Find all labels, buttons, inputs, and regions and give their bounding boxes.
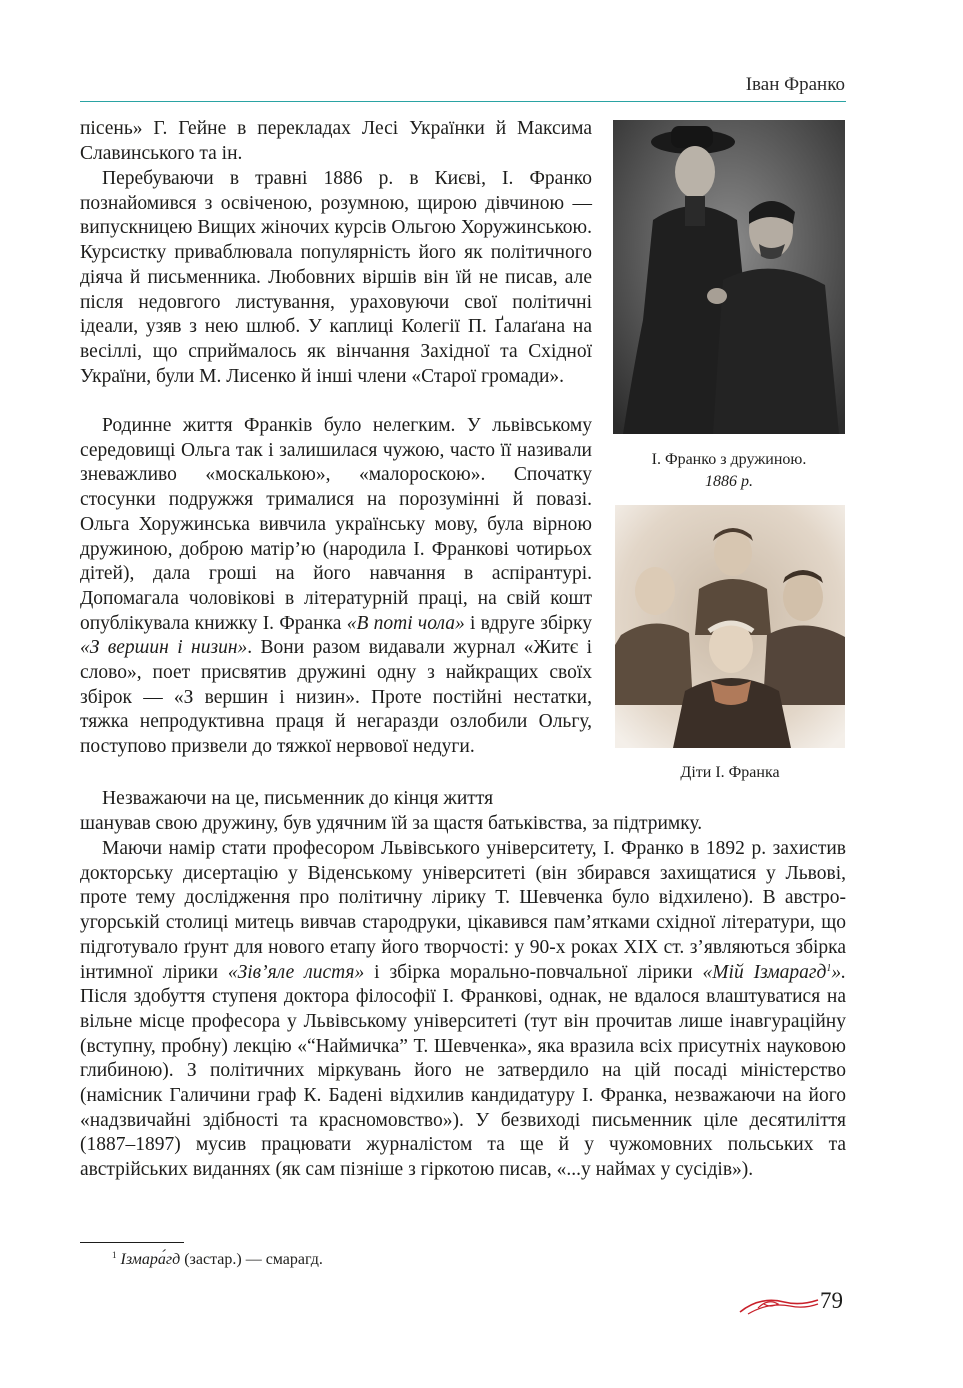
photo-1-caption-line-1: І. Франко з дружиною. bbox=[651, 451, 807, 468]
photo-franko-with-wife bbox=[613, 120, 845, 434]
paragraph-5-text-a: Маючи намір стати професором Львівського університету, І. Франко в 1892 р. захистив докторську дисертацію у Віденському університеті (він збирався захищатися у Львові, проте тему дослідження про політичну лірику Т. Шевченка було відхилено). В австро-угорській столиці митець вивчав стародруки, цікавився пам’ятками східної літератури, що підготувало ґрунт для нового етапу його творчості: у 90-х роках XIX ст. з’являються збірка інтимної лірики bbox=[80, 838, 846, 983]
footnote-text: (застар.) — смарагд. bbox=[180, 1251, 323, 1268]
photo-2-caption: Діти І. Франка bbox=[680, 764, 780, 781]
paragraph-5-text-f: Після здобуття ступеня доктора філософії І. Франкові, однак, не вдалося влаштуватися на вільне місце професора у Львівському університеті (тут він прочитав лише інавгураційну (вступну, пробну) лекцію «“Наймичка” Т. Шевченка», яка вразила всіх присутніх науковою глибиною). З політичних міркувань його не затвердило на цій посаді міністерство (намісник Галичини граф К. Бадені відхилив кандидатуру І. Франка, незважаючи на його «надзвичайні здібності та красномовство»). У безвиході письменник ціле десятиліття (1887–1897) мусив працювати журналістом та ще й у чужомовних польських та австрійських виданнях (як сам пізніше з гіркотою писав, «...у наймах у сусідів»). bbox=[80, 986, 846, 1181]
footnote-number: 1 bbox=[112, 1250, 117, 1260]
book-title-ziviale-lystia: «Зів’яле листя» bbox=[227, 961, 365, 983]
book-title-z-vershyn: «З вершин і низин» bbox=[80, 637, 248, 659]
header-title: Іван Франко bbox=[745, 74, 845, 95]
paragraph-3-text-e: . Вони разом видавали журнал «Житє і слово», поет присвятив дружині одну з найкращих своїх збірок — «З вершин і низин». Проте постійні нестатки, тяжка непродуктивна праця й негаразди озлобили Ольгу, поступово призвели до тяжкої нервової недуги. bbox=[80, 637, 593, 758]
photo-franko-with-wife-image bbox=[613, 120, 845, 434]
footnote-term: Ізмара́гд bbox=[120, 1251, 181, 1268]
paragraph-3-text-a: Родинне життя Франків було нелегким. У львівському середовищі Ольга так і залишилася чужою, часто її називали зневажливо «москалькою», «малороскою». Спочатку стосунки подружжя трималися на порозумінні й повазі. Ольга Хоружинська вивчила українську мову, була вірною дружиною, доброю матір’ю (народила І. Франкові чотирьох дітей), дала гроші на його навчання в аспірантурі. Допомагала чоловікові в літературній праці, на свій кошт опублікувала книжку І. Франка bbox=[80, 415, 592, 634]
footnote-rule bbox=[80, 1242, 184, 1243]
book-title-mii-izmarahd-close: ». bbox=[831, 961, 847, 983]
photo-franko-children-image bbox=[615, 505, 845, 748]
book-title-v-poti-chola: «В поті чола» bbox=[346, 612, 465, 634]
header-rule bbox=[80, 101, 846, 102]
footnote-mark: 1 bbox=[826, 962, 832, 974]
paragraph-1: пісень» Г. Гейне в перекладах Лесі Українки й Максима Славинського та ін. bbox=[80, 118, 592, 164]
paragraph-5 bbox=[80, 837, 846, 1183]
page-ornament-icon bbox=[738, 1290, 820, 1318]
paragraph-4-line-1: Незважаючи на це, письменник до кінця життя bbox=[102, 788, 494, 809]
photo-franko-children bbox=[615, 505, 845, 748]
paragraph-3 bbox=[80, 414, 592, 760]
photo-1-caption-year: 1886 р. bbox=[705, 473, 753, 490]
book-title-mii-izmarahd-text: «Мій Ізмарагд bbox=[702, 961, 827, 983]
paragraph-2: Перебуваючи в травні 1886 р. в Києві, І. Франко познайомився з освіченою, розумною, щирою дівчиною — випускницею Вищих жіночих курсів Ольгою Хоружинською. Курсистку приваблювала популярність його як політичного діяча й письменника. Любовних віршів він їй не писав, але після недовгого листування, ураховуючи свої політичні ідеали, узяв з нею шлюб. У каплиці Колегії П. Ґалаґана на весіллі, що сприймалось як вінчання Західної та Східної України, були М. Лисенко й інші члени «Старої громади». bbox=[80, 168, 592, 387]
footnote bbox=[112, 1250, 323, 1269]
paragraph-5-text-c: і збірка морально-повчальної лірики bbox=[364, 961, 703, 983]
book-title-mii-izmarahd bbox=[703, 962, 846, 983]
paragraph-4-rest: шанував свою дружину, був удячним їй за щастя батьківства, за підтримку. bbox=[80, 813, 703, 834]
page-number: 79 bbox=[820, 1288, 843, 1313]
paragraph-3-text-c: і вдруге збірку bbox=[464, 612, 592, 634]
photo-1-caption bbox=[613, 449, 845, 493]
